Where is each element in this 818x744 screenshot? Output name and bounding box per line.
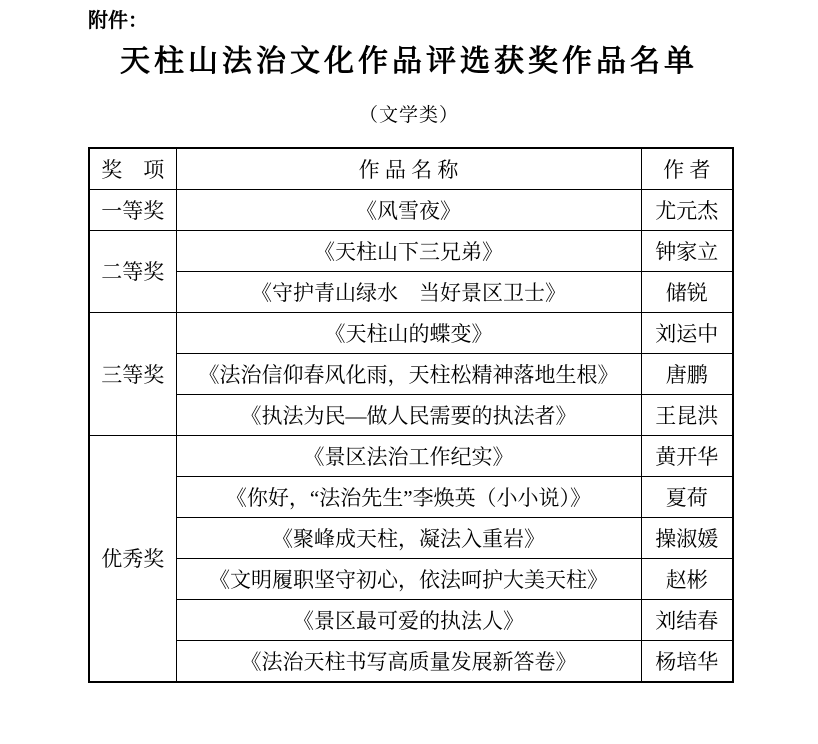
- table-row: [89, 230, 733, 271]
- attachment-label: 附件：: [88, 10, 148, 32]
- table-header-row: [89, 148, 733, 190]
- table-row: [89, 271, 733, 312]
- table-row: [89, 189, 733, 230]
- author-cell: 储锐: [641, 271, 733, 312]
- award-cell-third-prize: 三等奖: [89, 312, 176, 435]
- author-cell: 刘结春: [641, 599, 733, 640]
- table-row: [89, 558, 733, 599]
- author-cell: 王昆洪: [641, 394, 733, 435]
- work-cell: 《文明履职坚守初心，依法呵护大美天柱》: [176, 558, 641, 599]
- author-cell: 夏荷: [641, 476, 733, 517]
- author-cell: 操淑媛: [641, 517, 733, 558]
- header-cell-award: 奖 项: [89, 148, 176, 190]
- awards-table: [88, 147, 734, 683]
- table-row: [89, 394, 733, 435]
- award-cell-first-prize: 一等奖: [89, 189, 176, 230]
- table-row: [89, 435, 733, 476]
- page-title: 天柱山法治文化作品评选获奖作品名单: [120, 45, 698, 78]
- page-subtitle: （文学类）: [358, 105, 459, 126]
- work-cell: 《执法为民—做人民需要的执法者》: [176, 394, 641, 435]
- author-cell: 赵彬: [641, 558, 733, 599]
- table-row: [89, 640, 733, 682]
- author-cell: 黄开华: [641, 435, 733, 476]
- work-cell: 《天柱山的蝶变》: [176, 312, 641, 353]
- author-cell: 刘运中: [641, 312, 733, 353]
- table-row: [89, 476, 733, 517]
- author-cell: 杨培华: [641, 640, 733, 682]
- header-cell-work: 作 品 名 称: [176, 148, 641, 190]
- award-cell-excellence-prize: 优秀奖: [89, 435, 176, 682]
- table-row: [89, 599, 733, 640]
- work-cell: 《法治信仰春风化雨，天柱松精神落地生根》: [176, 353, 641, 394]
- work-cell: 《你好，“法治先生”李焕英（小小说）》: [176, 476, 641, 517]
- author-cell: 唐鹏: [641, 353, 733, 394]
- table-row: [89, 353, 733, 394]
- author-cell: 尤元杰: [641, 189, 733, 230]
- table-row: [89, 517, 733, 558]
- work-cell: 《景区法治工作纪实》: [176, 435, 641, 476]
- work-cell: 《风雪夜》: [176, 189, 641, 230]
- work-cell: 《聚峰成天柱，凝法入重岩》: [176, 517, 641, 558]
- award-cell-second-prize: 二等奖: [89, 230, 176, 312]
- author-cell: 钟家立: [641, 230, 733, 271]
- table-row: [89, 312, 733, 353]
- work-cell: 《守护青山绿水 当好景区卫士》: [176, 271, 641, 312]
- header-cell-author: 作 者: [641, 148, 733, 190]
- work-cell: 《法治天柱书写高质量发展新答卷》: [176, 640, 641, 682]
- work-cell: 《景区最可爱的执法人》: [176, 599, 641, 640]
- work-cell: 《天柱山下三兄弟》: [176, 230, 641, 271]
